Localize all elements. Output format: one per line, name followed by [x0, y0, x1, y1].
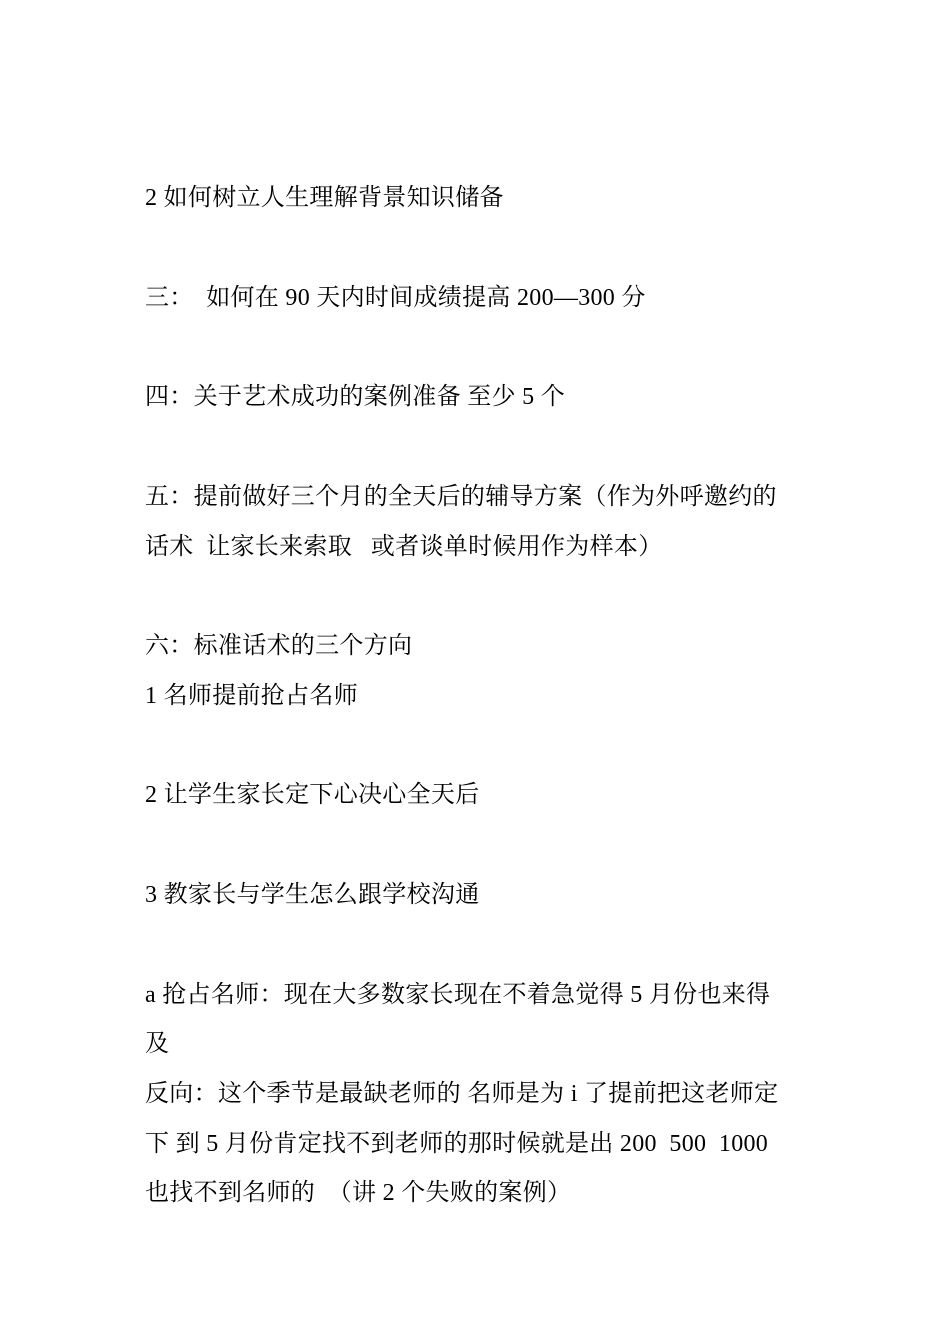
- text-line: 及: [145, 1031, 170, 1057]
- section-heading: 五：提前做好三个月的全天后的辅导方案（作为外呼邀约的: [145, 484, 777, 510]
- section-heading: 四：关于艺术成功的案例准备 至少 5 个: [145, 384, 565, 410]
- text-line: 2 如何树立人生理解背景知识储备: [145, 185, 504, 211]
- list-item: 3 教家长与学生怎么跟学校沟通: [145, 882, 480, 908]
- text-line: 下 到 5 月份肯定找不到老师的那时候就是出 200 500 1000: [145, 1131, 769, 1157]
- section-heading: 六：标准话术的三个方向: [145, 633, 413, 659]
- text-line: 也找不到名师的 （讲 2 个失败的案例）: [145, 1180, 572, 1206]
- text-line: 反向：这个季节是最缺老师的 名师是为 i 了提前把这老师定: [145, 1081, 779, 1107]
- list-item: 1 名师提前抢占名师: [145, 683, 358, 709]
- list-item: 2 让学生家长定下心决心全天后: [145, 782, 480, 808]
- text-line: a 抢占名师：现在大多数家长现在不着急觉得 5 月份也来得: [145, 982, 771, 1008]
- text-line: 话术 让家长来索取 或者谈单时候用作为样本）: [145, 534, 663, 560]
- section-heading: 三： 如何在 90 天内时间成绩提高 200—300 分: [145, 285, 646, 311]
